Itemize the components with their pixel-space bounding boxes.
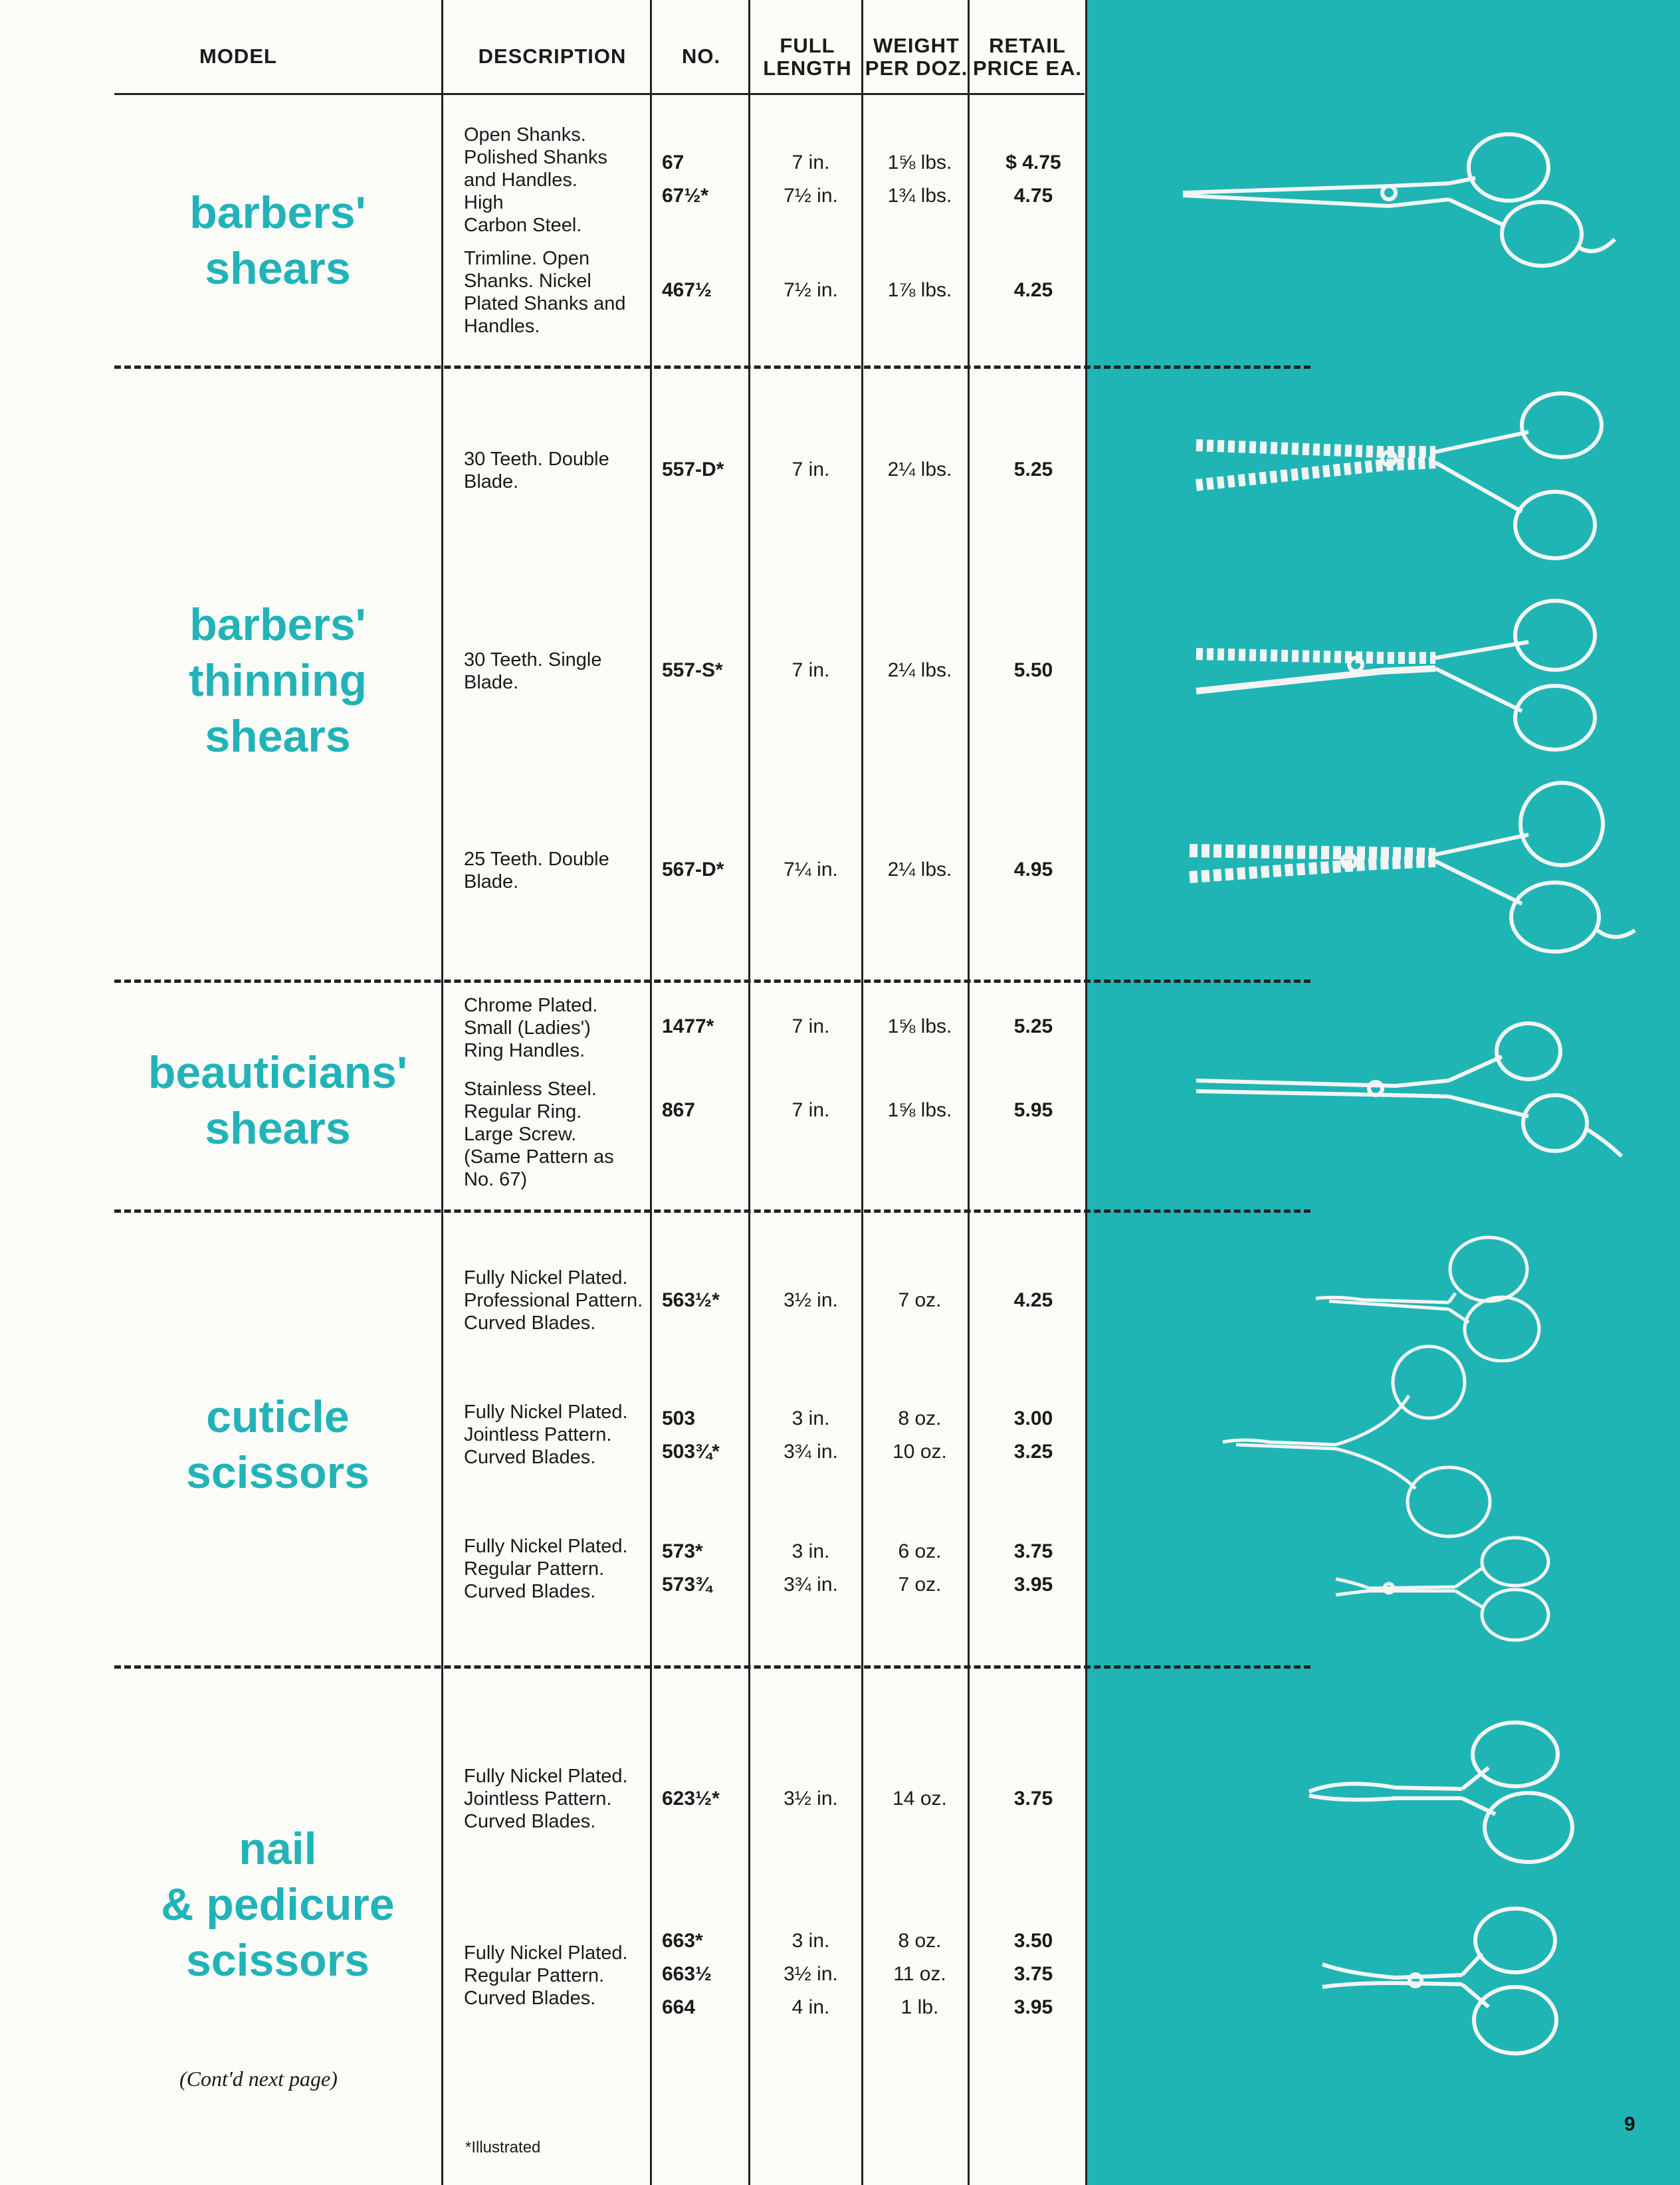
thinning-shears-25-teeth-icon bbox=[1176, 771, 1648, 970]
cuticle-scissors-regular-icon bbox=[1329, 1522, 1608, 1655]
item-length: 7½ in. bbox=[784, 279, 838, 301]
section-title-thinning-shears: barbers' thinning shears bbox=[188, 599, 368, 762]
description: Trimline. Open Shanks. Nickel Plated Shanks and Handles. bbox=[464, 248, 626, 337]
item-price: 3.75 bbox=[1013, 1963, 1053, 1985]
description: Fully Nickel Plated. Professional Pattern. Curved Blades. bbox=[464, 1267, 643, 1334]
item-no: 567-D* bbox=[662, 859, 724, 881]
continued-note: (Cont'd next page) bbox=[179, 2067, 338, 2091]
item-weight: 8 oz. bbox=[898, 1407, 942, 1429]
item-weight: 1⅞ lbs. bbox=[887, 279, 952, 301]
description: Chrome Plated. Small (Ladies') Ring Handles. bbox=[464, 995, 598, 1061]
column-rule bbox=[861, 0, 863, 2185]
column-rule bbox=[748, 0, 750, 2185]
item-price: 3.25 bbox=[1013, 1441, 1053, 1463]
description: 25 Teeth. Double Blade. bbox=[464, 849, 609, 892]
item-length: 3½ in. bbox=[784, 1788, 838, 1810]
item-length: 3 in. bbox=[791, 1407, 830, 1429]
item-no: 557-S* bbox=[662, 659, 723, 681]
item-length: 3 in. bbox=[791, 1930, 830, 1952]
item-length: 7 in. bbox=[791, 152, 830, 173]
column-rule bbox=[441, 0, 443, 2185]
header-model: MODEL bbox=[199, 45, 277, 68]
section-divider bbox=[114, 1209, 1311, 1213]
item-price: 3.95 bbox=[1013, 1574, 1053, 1596]
item-weight: 1 lb. bbox=[900, 1996, 939, 2018]
item-no: 867 bbox=[662, 1099, 696, 1121]
item-weight: 1⅝ lbs. bbox=[887, 152, 952, 173]
section-divider bbox=[114, 1665, 1311, 1669]
item-no: 663½ bbox=[662, 1963, 712, 1985]
description: Fully Nickel Plated. Jointless Pattern. Curved Blades. bbox=[464, 1402, 628, 1468]
item-price: 5.25 bbox=[1013, 1015, 1053, 1037]
item-length: 7 in. bbox=[791, 459, 830, 480]
header-full-length: FULL LENGTH bbox=[763, 34, 852, 80]
item-weight: 2¼ lbs. bbox=[887, 659, 952, 681]
item-weight: 6 oz. bbox=[898, 1540, 942, 1562]
item-price: 3.95 bbox=[1013, 1996, 1053, 2018]
item-no: 573* bbox=[662, 1540, 703, 1562]
section-title-cuticle-scissors: cuticle scissors bbox=[186, 1392, 369, 1498]
item-weight: 1⅝ lbs. bbox=[887, 1015, 952, 1037]
description: Fully Nickel Plated. Jointless Pattern. Curved Blades. bbox=[464, 1766, 628, 1832]
item-length: 3 in. bbox=[791, 1540, 830, 1562]
cuticle-scissors-jointless-icon bbox=[1216, 1342, 1522, 1542]
item-no: 1477* bbox=[662, 1015, 714, 1037]
header-price: RETAIL PRICE EA. bbox=[972, 34, 1083, 80]
page-number: 9 bbox=[1624, 2113, 1635, 2135]
item-weight: 2¼ lbs. bbox=[887, 459, 952, 480]
thinning-shears-double-icon bbox=[1183, 385, 1648, 572]
section-divider bbox=[114, 980, 1311, 983]
description: 30 Teeth. Double Blade. bbox=[464, 449, 609, 492]
item-weight: 11 oz. bbox=[893, 1963, 946, 1985]
item-length: 4 in. bbox=[791, 1996, 830, 2018]
section-title-nail-pedicure-scissors: nail & pedicure scissors bbox=[161, 1823, 395, 1986]
item-price: 5.50 bbox=[1013, 659, 1053, 681]
item-no: 67½* bbox=[662, 185, 709, 207]
header-description: DESCRIPTION bbox=[478, 45, 627, 68]
description: Open Shanks. Polished Shanks and Handles. High Carbon Steel. bbox=[464, 124, 608, 236]
item-no: 573¾ bbox=[662, 1574, 712, 1596]
item-price: 4.75 bbox=[1013, 185, 1053, 207]
item-weight: 1⅝ lbs. bbox=[887, 1099, 952, 1121]
item-length: 3½ in. bbox=[784, 1963, 838, 1985]
item-length: 7 in. bbox=[791, 1099, 830, 1121]
thinning-shears-single-icon bbox=[1183, 591, 1648, 764]
item-length: 3½ in. bbox=[784, 1289, 838, 1311]
section-title-beauticians-shears: beauticians' shears bbox=[148, 1047, 408, 1154]
footnote: *Illustrated bbox=[465, 2138, 541, 2156]
item-no: 663* bbox=[662, 1930, 703, 1952]
item-no: 67 bbox=[662, 152, 684, 173]
barbers-shears-icon bbox=[1170, 126, 1635, 286]
item-length: 7 in. bbox=[791, 659, 830, 681]
item-no: 557-D* bbox=[662, 459, 724, 480]
item-price: 5.25 bbox=[1013, 459, 1053, 480]
item-weight: 14 oz. bbox=[892, 1788, 947, 1810]
item-price: 3.00 bbox=[1013, 1407, 1053, 1429]
item-weight: 7 oz. bbox=[898, 1574, 942, 1596]
item-no: 467½ bbox=[662, 279, 712, 301]
item-price: 3.75 bbox=[1013, 1788, 1053, 1810]
description: Fully Nickel Plated. Regular Pattern. Curved Blades. bbox=[464, 1942, 628, 2009]
item-weight: 8 oz. bbox=[898, 1930, 942, 1952]
item-length: 3¾ in. bbox=[784, 1574, 838, 1596]
item-no: 563½* bbox=[662, 1289, 720, 1311]
item-price: 3.75 bbox=[1013, 1540, 1053, 1562]
item-price: 4.25 bbox=[1013, 1289, 1053, 1311]
item-no: 503¾* bbox=[662, 1441, 720, 1463]
section-divider bbox=[114, 365, 1311, 369]
item-price: 4.95 bbox=[1013, 859, 1053, 881]
item-no: 664 bbox=[662, 1996, 696, 2018]
description: Stainless Steel. Regular Ring. Large Screw. (Same Pattern as No. 67) bbox=[464, 1079, 614, 1190]
column-rule bbox=[968, 0, 970, 2185]
description: 30 Teeth. Single Blade. bbox=[464, 649, 602, 693]
nail-scissors-regular-icon bbox=[1316, 1901, 1608, 2060]
item-price: 3.50 bbox=[1013, 1930, 1053, 1952]
column-rule bbox=[1085, 0, 1087, 2185]
item-price: 5.95 bbox=[1013, 1099, 1053, 1121]
nail-scissors-jointless-icon bbox=[1303, 1715, 1608, 1874]
item-weight: 7 oz. bbox=[898, 1289, 942, 1311]
header-no: NO. bbox=[681, 45, 721, 68]
item-price: $ 4.75 bbox=[1005, 152, 1061, 173]
beauticians-shears-icon bbox=[1183, 1017, 1641, 1170]
description: Fully Nickel Plated. Regular Pattern. Curved Blades. bbox=[464, 1536, 628, 1602]
header-rule bbox=[114, 93, 1085, 95]
item-price: 4.25 bbox=[1013, 279, 1053, 301]
item-length: 3¾ in. bbox=[784, 1441, 838, 1463]
item-length: 7¼ in. bbox=[784, 859, 838, 881]
item-weight: 1¾ lbs. bbox=[887, 185, 952, 207]
header-weight: WEIGHT PER DOZ. bbox=[865, 34, 968, 80]
item-no: 623½* bbox=[662, 1788, 720, 1810]
item-no: 503 bbox=[662, 1407, 696, 1429]
item-length: 7½ in. bbox=[784, 185, 838, 207]
item-length: 7 in. bbox=[791, 1015, 830, 1037]
item-weight: 2¼ lbs. bbox=[887, 859, 952, 881]
item-weight: 10 oz. bbox=[892, 1441, 947, 1463]
section-title-barbers-shears: barbers' shears bbox=[189, 187, 366, 294]
